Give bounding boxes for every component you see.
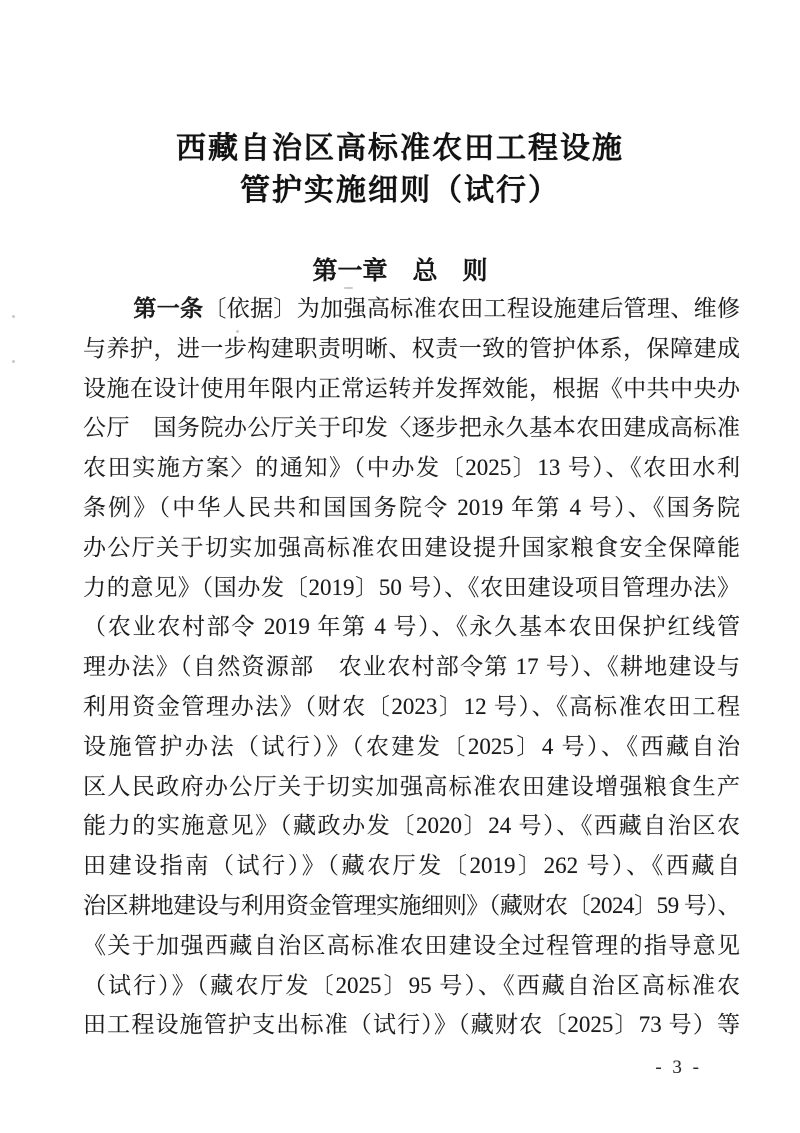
text-line [83, 369, 740, 409]
text-line [83, 727, 740, 767]
text-line [83, 448, 740, 488]
text-line [83, 886, 740, 926]
scan-speck [236, 330, 239, 333]
article-number: 第一条 [133, 296, 204, 321]
text-line [83, 568, 740, 608]
text-line [83, 289, 740, 329]
line-text: 条例》（中华人民共和国国务院令 2019 年第 4 号）、《国务院 [83, 494, 740, 520]
line-text: 能力的实施意见》（藏政办发〔2020〕24 号）、《西藏自治区农 [83, 813, 740, 839]
text-line [83, 329, 740, 369]
text-line [83, 528, 740, 568]
text-line [83, 488, 740, 528]
line-text: 力的意见》（国办发〔2019〕50 号）、《农田建设项目管理办法》 [83, 574, 740, 600]
line-text: 利用资金管理办法》（财农〔2023〕12 号）、《高标准农田工程 [83, 693, 740, 719]
text-line [83, 408, 740, 448]
line-text: 农田实施方案〉的通知》（中办发〔2025〕13 号）、《农田水利 [83, 455, 740, 481]
text-line [83, 806, 740, 846]
line-text: 田建设指南（试行）》（藏农厅发〔2019〕262 号）、《西藏自 [83, 853, 740, 879]
line-text: 〔依据〕为加强高标准农田工程设施建后管理、维修 [203, 296, 741, 321]
body-text [83, 289, 740, 1045]
line-text: 办公厅关于切实加强高标准农田建设提升国家粮食安全保障能 [83, 534, 740, 560]
line-text: 公厅 国务院办公厅关于印发〈逐步把永久基本农田建成高标准 [83, 415, 740, 441]
chapter-heading: 第一章 总 则 [312, 258, 488, 285]
text-line [83, 1005, 740, 1045]
line-text: 设施管护办法（试行）》（农建发〔2025〕4 号）、《西藏自治 [83, 733, 740, 759]
line-text: 区人民政府办公厅关于切实加强高标准农田建设增强粮食生产 [83, 773, 740, 799]
title-line-1: 西藏自治区高标准农田工程设施 [176, 132, 624, 165]
text-line [83, 647, 740, 687]
line-text: （农业农村部令 2019 年第 4 号）、《永久基本农田保护红线管 [83, 614, 740, 640]
line-text: 设施在设计使用年限内正常运转并发挥效能，根据《中共中央办 [83, 375, 740, 401]
text-line [83, 607, 740, 647]
text-line [83, 966, 740, 1006]
line-text: 田工程设施管护支出标准（试行）》（藏财农〔2025〕73 号）等 [83, 1012, 740, 1038]
line-text: （试行）》（藏农厅发〔2025〕95 号）、《西藏自治区高标准农 [83, 972, 740, 998]
line-text: 与养护，进一步构建职责明晰、权责一致的管护体系，保障建成 [83, 335, 740, 361]
line-text: 理办法》（自然资源部 农业农村部令第 17 号）、《耕地建设与 [83, 654, 740, 680]
page-number: - 3 - [655, 1057, 702, 1078]
scan-speck [12, 315, 15, 318]
title-line-2: 管护实施细则（试行） [240, 174, 560, 207]
line-text: 《关于加强西藏自治区高标准农田建设全过程管理的指导意见 [83, 932, 740, 958]
text-line [83, 846, 740, 886]
scan-speck [12, 360, 15, 363]
text-line [83, 926, 740, 966]
text-line [83, 767, 740, 807]
line-text: 治区耕地建设与利用资金管理实施细则》（藏财农〔2024〕59 号）、 [83, 892, 740, 918]
scan-speck [344, 287, 353, 289]
text-line [83, 687, 740, 727]
document-title [0, 128, 800, 212]
